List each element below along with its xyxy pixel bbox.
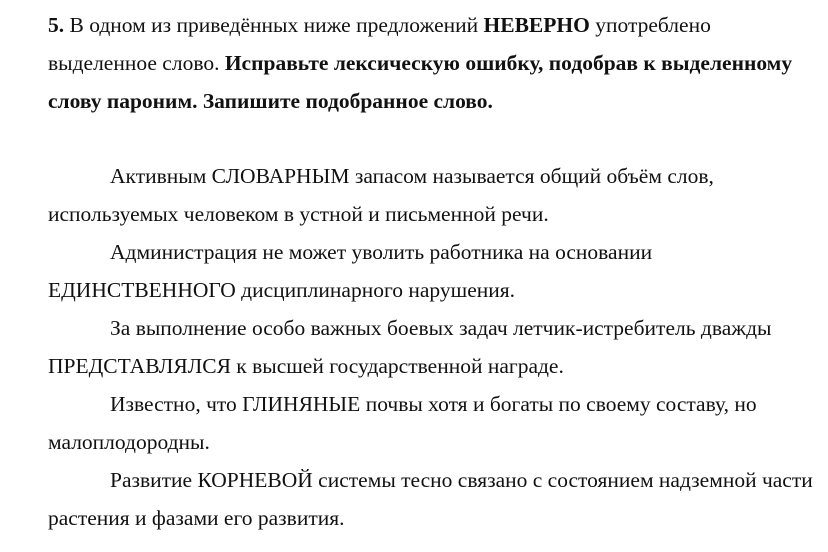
sentence-1: Активным СЛОВАРНЫМ запасом называется общий объём слов, используемых человеком в устной и письменной речи. [48, 164, 714, 226]
sentence-2: Администрация не может уволить работника на основании ЕДИНСТВЕННОГО дисциплинарного нарушения. [48, 240, 653, 302]
task-instruction: Исправьте лексическую ошибку, подобрав к выделенному слову пароним. Запишите подобранное слово. [48, 51, 793, 113]
sentence-5: Развитие КОРНЕВОЙ системы тесно связано с состоянием надземной части растения и фазами его развития. [48, 468, 813, 530]
task-statement [48, 6, 818, 120]
task-text-part-1: В одном из приведённых ниже предложений [64, 13, 484, 37]
sentence-list [48, 157, 818, 537]
sentence-4: Известно, что ГЛИНЯНЫЕ почвы хотя и богаты по своему составу, но малоплодородны. [48, 392, 757, 454]
sentence-3: За выполнение особо важных боевых задач летчик-истребитель дважды ПРЕДСТАВЛЯЛСЯ к высшей государственной награде. [48, 316, 772, 378]
task-text-part-2: употреблено выделенное слово. [48, 13, 711, 75]
task-emphasis: НЕВЕРНО [483, 13, 590, 37]
task-number: 5. [48, 13, 65, 37]
